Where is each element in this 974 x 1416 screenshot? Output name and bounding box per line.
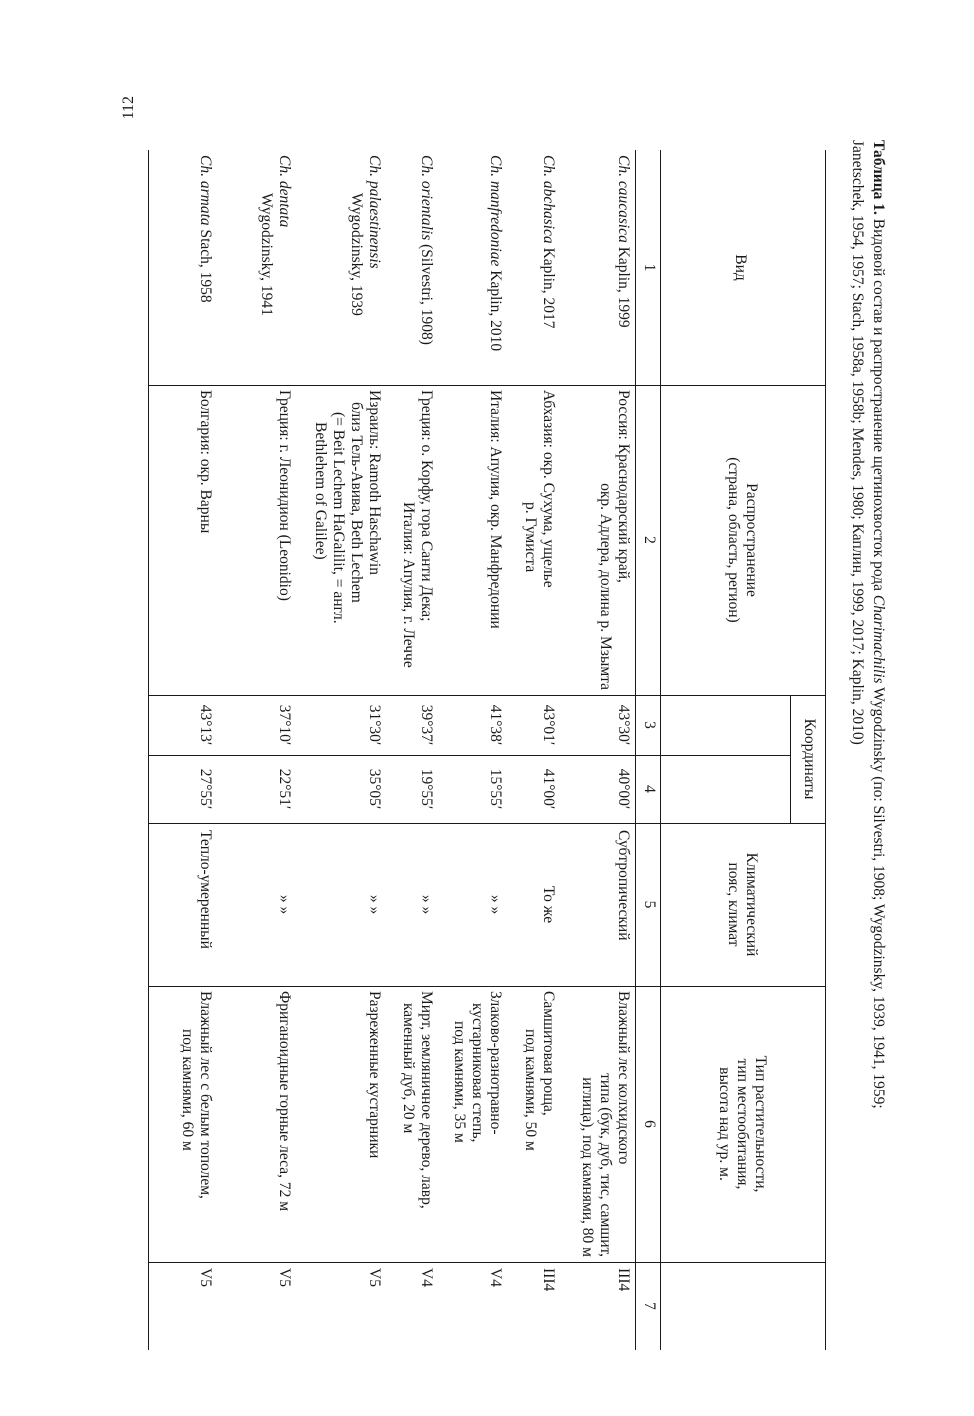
species-author: (Silvestri, 1908) xyxy=(418,240,435,345)
vegetation-cell xyxy=(399,991,435,1257)
species-name: Ch. armata xyxy=(197,155,214,226)
species-author: Kaplin, 1999 xyxy=(615,242,632,328)
longitude-cell: 27°55′ xyxy=(197,768,214,810)
distribution-line: Греция: г. Леонидион (Leonidio) xyxy=(276,390,293,601)
vegetation-line: иглица), под камнями, 80 м xyxy=(579,1077,596,1257)
distribution-line: Болгария: окр. Варны xyxy=(197,390,214,534)
longitude-cell: 41°00′ xyxy=(540,768,557,810)
species-author: Wygodzinsky, 1941 xyxy=(258,193,275,316)
header-coordinates-text: Координаты xyxy=(801,718,818,800)
species-cell xyxy=(486,155,504,383)
distribution-line: окр. Адлера, долина р. Мзымта xyxy=(597,483,614,690)
distribution-cell xyxy=(596,390,632,690)
species-name: Ch. orientalis xyxy=(418,155,435,241)
distribution-cell xyxy=(486,390,504,690)
column-number-7: 7 xyxy=(641,1302,658,1310)
header-species-text: Вид xyxy=(732,254,749,281)
vegetation-line: Фриганоидные горные леса, 72 м xyxy=(276,991,293,1212)
longitude-cell: 35°05′ xyxy=(366,768,383,810)
zone-cell: V5 xyxy=(366,1268,383,1287)
latitude-cell: 43°30′ xyxy=(615,704,632,746)
header-climate-l1: Климатический xyxy=(743,852,760,957)
climate-cell: » » xyxy=(487,894,504,915)
species-name: Ch. palaestinensis xyxy=(366,155,383,269)
vegetation-line: каменный дуб, 20 м xyxy=(400,1003,417,1134)
species-author: Kaplin, 2010 xyxy=(487,266,504,352)
zone-cell: III4 xyxy=(615,1268,632,1292)
zone-cell: V5 xyxy=(276,1268,293,1287)
zone-cell: V5 xyxy=(197,1268,214,1287)
header-distribution-l2: (страна, область, регион) xyxy=(725,457,742,623)
climate-cell: Тепло-умеренный xyxy=(197,830,214,949)
divider-lat-lon xyxy=(149,755,791,756)
vegetation-cell xyxy=(578,991,632,1257)
distribution-line: Израиль: Ramoth Haschawin xyxy=(366,390,383,576)
species-name: Ch. dentata xyxy=(276,155,293,228)
climate-cell: То же xyxy=(540,885,557,924)
species-author: Kaplin, 2017 xyxy=(540,243,557,329)
vegetation-line: Злаково-разнотравно- xyxy=(487,991,504,1135)
zone-cell: V4 xyxy=(487,1268,504,1287)
vegetation-line: под камнями, 50 м xyxy=(522,1029,539,1151)
distribution-line: Россия: Краснодарский край, xyxy=(615,390,632,583)
vegetation-line: под камнями, 35 м xyxy=(451,1021,468,1143)
distribution-line: р. Гумиста xyxy=(522,502,539,573)
species-cell xyxy=(417,155,435,383)
distribution-line: Абхазия: окр. Сухума, ущелье xyxy=(540,390,557,588)
caption-label: Таблица 1. xyxy=(870,140,887,215)
latitude-cell: 39°37′ xyxy=(418,704,435,746)
longitude-cell: 19°55′ xyxy=(418,768,435,810)
latitude-cell: 43°13′ xyxy=(197,704,214,746)
header-vegetation-l1: Тип растительности, xyxy=(752,1055,769,1193)
coordinates-underline xyxy=(790,695,791,823)
column-number-2: 2 xyxy=(641,536,658,544)
vegetation-cell xyxy=(178,991,214,1257)
header-climate-l2: пояс, климат xyxy=(725,862,742,947)
species-name: Ch. abchasica xyxy=(540,155,557,244)
climate-cell: Субтропический xyxy=(615,830,632,941)
zone-cell: V4 xyxy=(418,1268,435,1287)
latitude-cell: 41°38′ xyxy=(487,704,504,746)
caption-genus: Charimachilis xyxy=(870,594,887,684)
longitude-cell: 22°51′ xyxy=(276,768,293,810)
vegetation-line: Самшитовая роща, xyxy=(540,991,557,1116)
climate-cell: » » xyxy=(418,894,435,915)
species-name: Ch. caucasica xyxy=(615,155,632,243)
latitude-cell: 31°30′ xyxy=(366,704,383,746)
vegetation-cell xyxy=(275,991,293,1257)
header-distribution xyxy=(724,385,760,695)
distribution-cell xyxy=(196,390,214,690)
caption-text: Видовой состав и распространение щетинохвосток рода xyxy=(870,214,887,595)
vegetation-line: под камнями, 60 м xyxy=(179,1029,196,1151)
distribution-cell xyxy=(521,390,557,690)
column-number-3: 3 xyxy=(641,721,658,729)
divider-vegetation-zone xyxy=(149,1262,826,1263)
distribution-line: Италия: Апулия, окр. Манфредонии xyxy=(487,390,504,629)
species-cell xyxy=(539,155,557,383)
vegetation-line: Разреженные кустарники xyxy=(366,991,383,1159)
page-number: 112 xyxy=(120,96,137,120)
vegetation-line: Влажный лес с белым тополем, xyxy=(197,991,214,1199)
vegetation-line: Мирт, земляничное дерево, лавр, xyxy=(418,991,435,1209)
vegetation-cell xyxy=(450,991,504,1257)
species-name: Ch. manfredoniae xyxy=(487,155,504,267)
latitude-cell: 43°01′ xyxy=(540,704,557,746)
distribution-line: (= Beit Lechem HaGalilit, = англ. xyxy=(330,412,347,624)
header-bottom-rule xyxy=(660,150,661,1350)
table-top-rule xyxy=(825,150,826,1350)
header-coordinates xyxy=(800,695,818,823)
species-cell xyxy=(614,155,632,383)
column-number-1: 1 xyxy=(641,263,658,272)
distribution-cell xyxy=(399,390,435,690)
distribution-line: Италия: Апулия, г. Лечче xyxy=(400,502,417,668)
vegetation-line: кустарниковая степь, xyxy=(469,1003,486,1143)
species-cell xyxy=(347,155,383,383)
longitude-cell: 15°55′ xyxy=(487,768,504,810)
vegetation-line: Влажный лес колхидского xyxy=(615,991,632,1165)
header-distribution-l1: Распространение xyxy=(743,483,760,597)
header-vegetation-l3: высота над ур. м. xyxy=(716,1067,733,1181)
caption-references: Janetschek, 1954, 1957; Stach, 1958a, 1958b; Mendes, 1980; Каплин, 1999, 2017; Kaplin, 2010) xyxy=(849,140,866,745)
vegetation-line: типа (бук, дуб, тис, самшит, xyxy=(597,1073,614,1257)
distribution-line: близ Тель-Авива, Beth Lechem xyxy=(348,402,365,603)
distribution-cell xyxy=(275,390,293,690)
distribution-cell xyxy=(311,390,383,690)
column-number-5: 5 xyxy=(641,900,658,909)
vegetation-cell xyxy=(365,991,383,1257)
header-species xyxy=(731,150,749,385)
column-number-6: 6 xyxy=(641,1120,658,1128)
zone-cell: III4 xyxy=(540,1268,557,1292)
species-author: Wygodzinsky, 1939 xyxy=(348,193,365,316)
column-numbers-rule xyxy=(635,150,636,1350)
longitude-cell: 40°00′ xyxy=(615,768,632,810)
table-bottom-rule xyxy=(148,150,149,1350)
vegetation-cell xyxy=(521,991,557,1257)
species-cell xyxy=(196,155,214,383)
header-climate xyxy=(724,823,760,986)
species-author: Stach, 1958 xyxy=(197,225,214,303)
climate-cell: » » xyxy=(366,894,383,915)
header-vegetation xyxy=(715,986,769,1262)
climate-cell: » » xyxy=(276,894,293,915)
distribution-line: Bethlehem of Galilee) xyxy=(312,422,329,560)
caption-text-cont: Wygodzinsky (по: Silvestri, 1908; Wygodzinsky, 1939, 1941, 1959; xyxy=(870,683,887,1109)
header-vegetation-l2: тип местообитания, xyxy=(734,1058,751,1190)
species-cell xyxy=(257,155,293,383)
latitude-cell: 37°10′ xyxy=(276,704,293,746)
table-caption xyxy=(847,140,889,1350)
distribution-line: Греция: о. Корфу, гора Санти Дека; xyxy=(418,390,435,622)
column-number-4: 4 xyxy=(641,785,658,793)
